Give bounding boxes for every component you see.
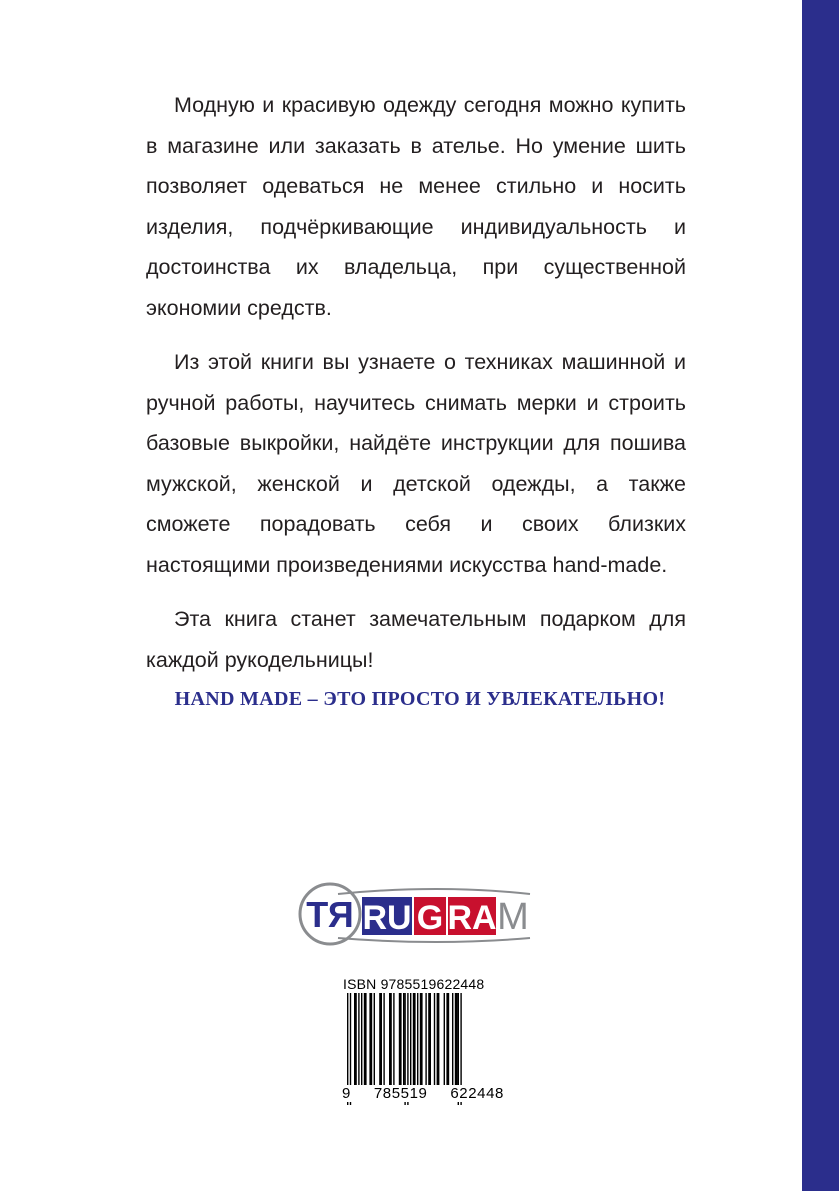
- barcode-bar: [361, 993, 362, 1085]
- description-text: [146, 85, 686, 694]
- rugram-logo: [298, 880, 532, 950]
- logo-swoosh-bottom: [338, 938, 530, 942]
- barcode-bar: [437, 993, 440, 1085]
- barcode-bar: [410, 993, 411, 1085]
- barcode-bar: [413, 993, 416, 1085]
- barcode-bar: [420, 993, 423, 1085]
- barcode-bar: [358, 993, 359, 1085]
- barcode-bar: [364, 993, 367, 1085]
- paragraph-2: Из этой книги вы узнаете о техниках машинной и ручной работы, научитесь снимать мерки и строить базовые выкройки, найдёте инструкции для пошива мужской, женской и детской одежды, а также сможете порадовать себя и своих близких настоящими произведениями искусства hand-made.: [146, 350, 686, 577]
- logo-m: M: [497, 896, 529, 938]
- barcode-bar: [354, 993, 357, 1085]
- logo-ra: RA: [447, 899, 497, 937]
- logo-ru: RU: [362, 899, 412, 937]
- spine-stripe: [802, 0, 839, 1191]
- barcode-digit-left: 785519: [373, 1085, 428, 1102]
- barcode-bar: [399, 993, 402, 1085]
- logo-swoosh: [338, 889, 530, 894]
- barcode-digits: [340, 1085, 506, 1102]
- barcode-bar: [446, 993, 449, 1085]
- barcode-digit-right: 622448: [450, 1085, 504, 1102]
- barcode-bar: [455, 993, 458, 1085]
- isbn-label: ISBN 9785519622448: [343, 976, 485, 992]
- barcode-bar: [374, 993, 375, 1085]
- barcode-bar: [393, 993, 394, 1085]
- logo-emblem-text: ТЯ: [306, 894, 354, 935]
- slogan: HAND MADE – ЭТО ПРОСТО И УВЛЕКАТЕЛЬНО!: [174, 688, 666, 710]
- logo-g: G: [416, 899, 444, 937]
- barcode-bar: [428, 993, 431, 1085]
- paragraph-3: Эта книга станет замечательным подарком для каждой рукодельницы!: [146, 607, 686, 672]
- barcode-digit-lead: 9: [342, 1085, 351, 1102]
- barcode-bar: [389, 993, 392, 1085]
- barcode-bar: [452, 993, 453, 1085]
- barcode-bar: [425, 993, 426, 1085]
- barcode-bar: [379, 993, 382, 1085]
- barcode-bar: [444, 993, 445, 1085]
- barcode-bar: [434, 993, 435, 1085]
- barcode-bar: [369, 993, 372, 1085]
- barcode-bar: [383, 993, 384, 1085]
- barcode-bar: [417, 993, 418, 1085]
- barcode-bar: [403, 993, 404, 1085]
- paragraph-1: Модную и красивую одежду сегодня можно купить в магазине или заказать в ателье. Но умение шить позволяет одеваться не менее стильно и носить изделия, подчёркивающие индивидуальность и достоинства их владельца, при существенной экономии средств.: [146, 93, 686, 320]
